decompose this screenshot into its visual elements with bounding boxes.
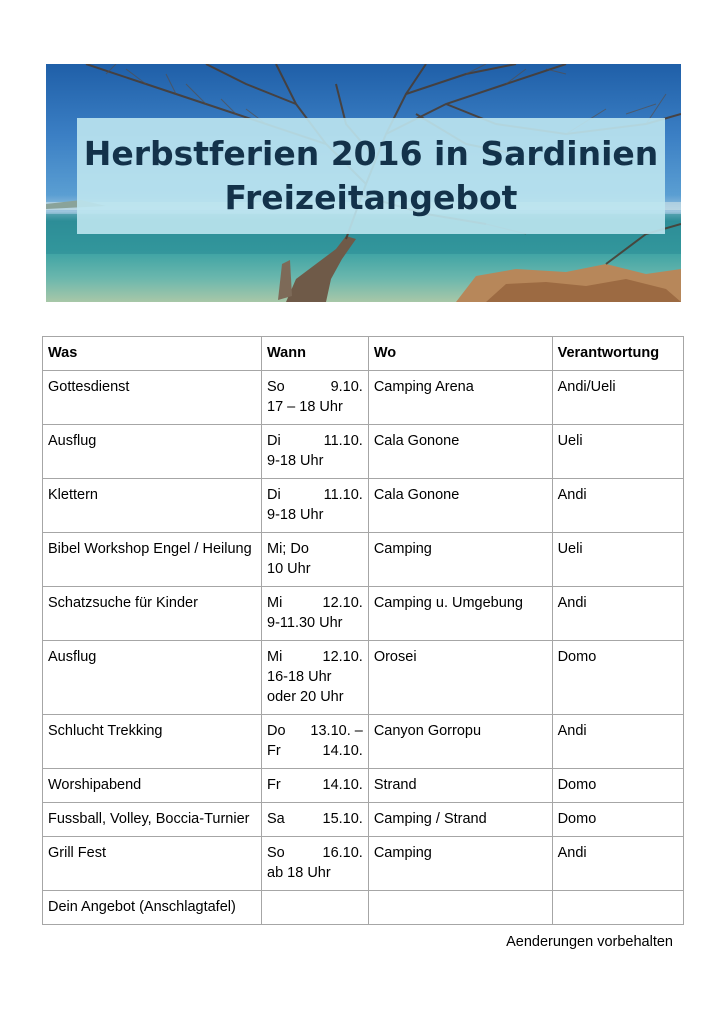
wann-line [267,863,363,883]
cell-was: Schlucht Trekking [43,715,262,769]
cell-wo: Camping / Strand [368,803,552,837]
wann-line [267,397,363,417]
wann-line [267,559,363,579]
footer-note: Aenderungen vorbehalten [506,934,673,950]
wann-part-day: Mi [267,649,283,665]
wann-part-date: 12.10. [322,649,363,665]
wann-part-day: Di [267,433,281,449]
cell-wo: Cala Gonone [368,479,552,533]
wann-part-day: Mi [267,595,283,611]
cell-wann [262,891,369,925]
cell-was: Worshipabend [43,769,262,803]
cell-verantwortung: Andi [552,715,683,769]
cell-wo: Camping Arena [368,371,552,425]
cell-wann [262,425,369,479]
table-row [43,587,684,641]
cell-verantwortung: Ueli [552,533,683,587]
cell-wo: Strand [368,769,552,803]
wann-part-day: Sa [267,811,285,827]
wann-line [267,485,363,505]
cell-verantwortung: Domo [552,803,683,837]
wann-line [267,721,363,741]
wann-part-day: Fr [267,777,281,793]
table-row [43,803,684,837]
wann-line [267,667,363,687]
table-row [43,371,684,425]
wann-line [267,505,363,525]
cell-wann [262,479,369,533]
wann-line [267,451,363,471]
cell-wo: Camping [368,837,552,891]
cell-wann [262,533,369,587]
cell-wo: Canyon Gorropu [368,715,552,769]
table-row [43,641,684,715]
cell-was: Gottesdienst [43,371,262,425]
cell-wann [262,769,369,803]
cell-wann [262,641,369,715]
wann-part-day: 17 – 18 Uhr [267,399,343,415]
column-header-wo: Wo [368,337,552,371]
table-row [43,715,684,769]
column-header-wann: Wann [262,337,369,371]
cell-verantwortung: Andi [552,479,683,533]
wann-part-day: 9-18 Uhr [267,507,324,523]
wann-line [267,593,363,613]
schedule-table [42,336,684,925]
cell-verantwortung: Andi/Ueli [552,371,683,425]
wann-part-day: 9-18 Uhr [267,453,324,469]
cell-was: Schatzsuche für Kinder [43,587,262,641]
title-banner [77,118,665,234]
wann-part-day: 16-18 Uhr [267,669,332,685]
wann-part-day: So [267,845,285,861]
cell-wann [262,587,369,641]
cell-wann [262,837,369,891]
cell-wann [262,371,369,425]
wann-part-day: Fr [267,743,281,759]
table-header-row [43,337,684,371]
cell-was: Ausflug [43,425,262,479]
wann-part-day: Do [267,723,286,739]
wann-part-date: 12.10. [322,595,363,611]
table-row [43,533,684,587]
page-title: Herbstferien 2016 in Sardinien [83,134,659,173]
wann-part-day: 10 Uhr [267,561,311,577]
cell-wo: Orosei [368,641,552,715]
cell-verantwortung [552,891,683,925]
cell-wo: Cala Gonone [368,425,552,479]
wann-line [267,687,363,707]
cell-wann [262,715,369,769]
wann-line [267,809,363,829]
wann-part-day: ab 18 Uhr [267,865,331,881]
cell-verantwortung: Domo [552,769,683,803]
cell-wo [368,891,552,925]
wann-part-day: Mi; Do [267,541,309,557]
wann-part-date: 14.10. [322,777,363,793]
wann-line [267,431,363,451]
cell-was: Klettern [43,479,262,533]
wann-part-date: 11.10. [323,487,363,503]
wann-line [267,775,363,795]
wann-line [267,539,363,559]
column-header-verantwortung: Verantwortung [552,337,683,371]
cell-verantwortung: Andi [552,587,683,641]
wann-line [267,741,363,761]
table-row [43,837,684,891]
cell-verantwortung: Ueli [552,425,683,479]
cell-verantwortung: Andi [552,837,683,891]
cell-wann [262,803,369,837]
table-row [43,891,684,925]
cell-wo: Camping u. Umgebung [368,587,552,641]
wann-part-day: oder 20 Uhr [267,689,344,705]
wann-line [267,613,363,633]
cell-wo: Camping [368,533,552,587]
wann-part-day: Di [267,487,281,503]
table-row [43,769,684,803]
wann-part-date: 11.10. [323,433,363,449]
wann-part-date: 16.10. [322,845,363,861]
table-row [43,425,684,479]
wann-line [267,843,363,863]
table-body [43,371,684,925]
wann-part-day: So [267,379,285,395]
cell-was: Bibel Workshop Engel / Heilung [43,533,262,587]
cell-was: Ausflug [43,641,262,715]
cell-verantwortung: Domo [552,641,683,715]
table-row [43,479,684,533]
wann-line [267,377,363,397]
cell-was: Fussball, Volley, Boccia-Turnier [43,803,262,837]
page-subtitle: Freizeitangebot [224,178,518,217]
wann-part-date: 15.10. [322,811,363,827]
wann-line [267,647,363,667]
wann-part-date: 13.10. – [310,723,363,739]
wann-part-day: 9-11.30 Uhr [267,615,343,631]
cell-was: Dein Angebot (Anschlagtafel) [43,891,262,925]
cell-was: Grill Fest [43,837,262,891]
column-header-was: Was [43,337,262,371]
wann-part-date: 14.10. [322,743,363,759]
wann-part-date: 9.10. [330,379,363,395]
